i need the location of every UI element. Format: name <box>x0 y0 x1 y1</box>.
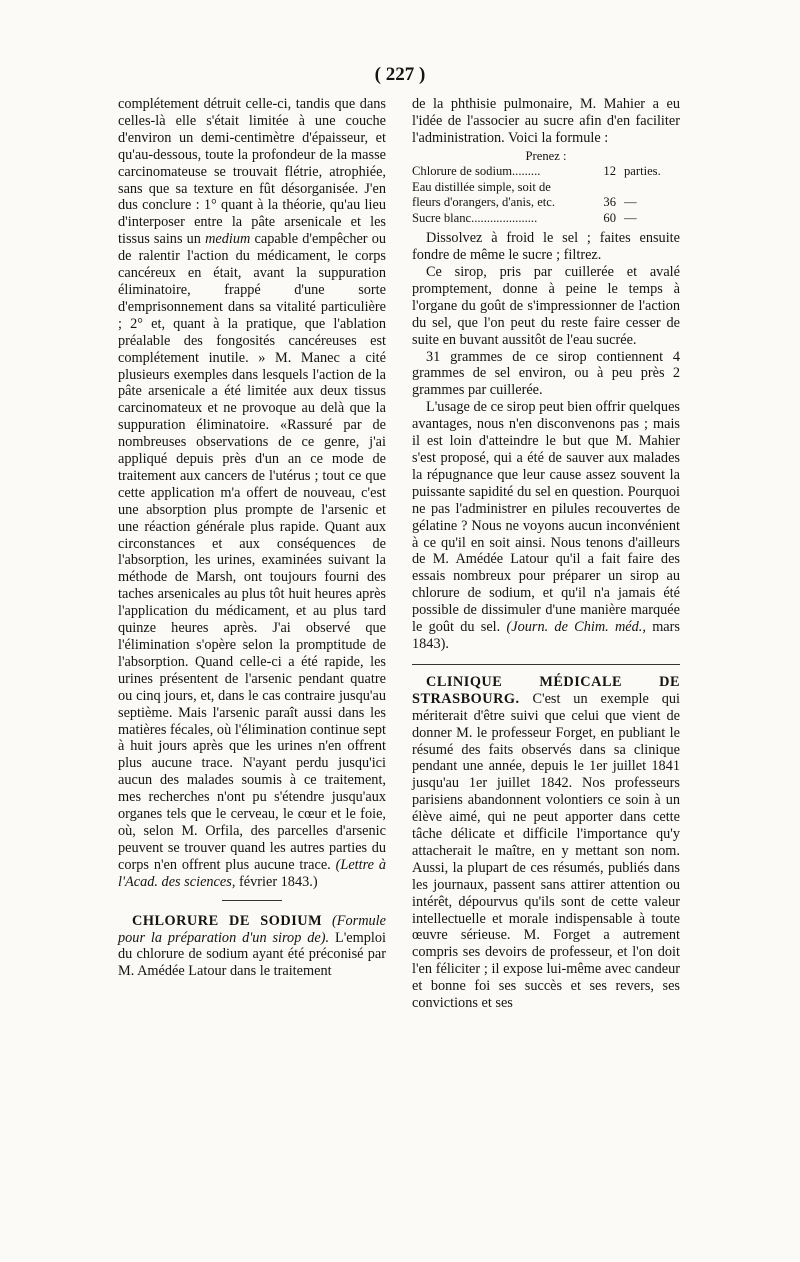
paragraph: de la phthisie pulmonaire, M. Mahier a eu l'idée de l'associer au sucre afin d'en faciliter l'administration. Voici la formule : <box>412 96 680 146</box>
formula-row: Eau distillée simple, soit de <box>412 179 551 194</box>
reference: (Journ. de Chim. méd., <box>506 619 646 636</box>
article-subtitle: (Formule pour la préparation d'un sirop de). <box>118 912 386 946</box>
article-chlorure: CHLORURE DE SODIUM (Formule pour la préparation d'un sirop de). L'emploi du chlorure de sodium ayant été préconisé par M. Amédée Latour dans le traitement <box>118 912 386 980</box>
formula-row: fleurs d'orangers, d'anis, etc. 36 — <box>412 195 637 210</box>
paragraph: Ce sirop, pris par cuillerée et avalé promptement, donne à peine le temps à l'organe du goût de s'impressionner de l'action du sel, que l'on peut du reste faire cesser de suite en buvant aussitôt de l'eau sucrée. <box>412 264 680 348</box>
paragraph: complétement détruit celle-ci, tandis que dans celles-là elle s'était limitée à une couche d'environ un demi-centimètre d'épaisseur, et qu'au-dessous, toute la profondeur de la masse carcinomateuse se trouvait flétrie, atrophiée, sans que sa texture en fût désorganisée. J'en dus conclure : 1° quant à la théorie, qu'au lieu d'interposer entre la pâte arsenicale et les tissus sains un medium capable d'empêcher ou de ralentir l'action du médicament, le corps cancéreux en était, avant la suppuration éliminatoire, frappé d'une sorte d'emprisonnement dans sa vitalité particulière ; 2° et, quant à la pratique, que l'ablation préalable des fongosités cancéreuses est complétement inutile. » M. Manec a cité plusieurs exemples dans lesquels l'action de la pâte arsenicale a été limitée aux deux tissus carcinomateux et ne provoque au delà que la suppuration éliminatoire. «Rassuré par de nombreuses observations de ce genre, j'ai appliqué depuis près d'un an ce mode de traitement aux cancers de l'utérus ; tout ce que cette application m'a offert de nouveau, c'est une absorption plus prompte de l'arsenic et une réaction générale plus rapide. Quant aux circonstances et aux conséquences de l'absorption, les urines, examinées suivant la méthode de Marsh, ont toujours fourni des taches arsenicales au plus tôt huit heures après l'application du médicament, et au plus tard quinze heures après. J'ai observé que l'élimination s'opère selon la promptitude de l'absorption. Quand celle-ci a été rapide, les urines présentent de l'arsenic pendant quatre ou cinq jours, et, dans le cas contraire jusqu'au septième. Mais l'arsenic paraît aussi dans les matières fécales, où l'élimination continue sept à huit jours après que les urines n'en offrent plus aucune trace. N'ayant perdu jusqu'ici aucun des malades soumis à ce traitement, mes recherches n'ont pu s'étendre jusqu'aux organes tels que le cerveau, le cœur et le foie, où, selon M. Orfila, des parcelles d'arsenic peuvent se trouver quand les autres parties du corps n'en offrent plus aucune trace. (Lettre à l'Acad. des sciences, février 1843.) <box>118 96 387 890</box>
paragraph: 31 grammes de ce sirop contiennent 4 grammes de sel environ, ou à peu près 2 grammes par cuillerée. <box>412 348 680 399</box>
formula-intro: Prenez : <box>525 148 567 163</box>
left-column <box>118 96 386 980</box>
formula-row: Sucre blanc..................... 60 — <box>412 210 637 225</box>
paragraph: L'usage de ce sirop peut bien offrir quelques avantages, nous n'en disconvenons pas ; mais il est loin d'atteindre le but que M. Mahier s'est proposé, qui a été de sauver aux malades la répugnance que leur cause assez souvent la puissante sapidité du sel en question. Pourquoi ne pas l'administrer en pilules recouvertes de gélatine ? Nous ne voyons aucun inconvénient à ce qu'il en soit ainsi. Nous tenons d'ailleurs de M. Amédée Latour qu'il a fait faire des essais nombreux pour préparer un sirop au chlorure de sodium, et qu'il n'a jamais été possible de dissimuler d'une manière marquée le goût du sel. (Journ. de Chim. méd., mars 1843). <box>412 399 680 652</box>
right-column <box>412 96 680 1012</box>
article-clinique: CLINIQUE MÉDICALE DE STRASBOURG. C'est un exemple qui mériterait d'être suivi que celui que vient de donner M. le professeur Forget, en publiant le résumé des faits observés dans sa clinique pendant une année, depuis le 1er juillet 1841 jusqu'au 1er juillet 1842. Nos professeurs parisiens abandonnent volontiers ce soin à un élève aimé, qui ne peut apporter dans cette tâche délicate et difficile l'importance qu'y attacherait le maître, en y mettant son nom. Aussi, la plupart de ces résumés, publiés dans les journaux, passent sans attirer attention ou intérêt, dépourvus qu'ils sont de cette valeur intellectuelle et morale indispensable à toute œuvre sérieuse. M. Forget a autrement compris ses devoirs de professeur, et l'on doit l'en féliciter ; il expose lui-même avec candeur et bonne foi ses succès et ses revers, ses convictions et ses <box>412 673 680 1012</box>
page-number: ( 227 ) <box>374 64 426 85</box>
italic-term: medium <box>205 231 251 248</box>
separator <box>412 664 680 665</box>
separator <box>222 900 282 901</box>
article-heading: CHLORURE DE SODIUM <box>132 912 323 929</box>
paragraph: Dissolvez à froid le sel ; faites ensuite fondre de même le sucre ; filtrez. <box>412 230 680 264</box>
article-heading: CLINIQUE MÉDICALE DE STRASBOURG. <box>412 673 680 707</box>
formula-row: Chlorure de sodium......... 12 parties. <box>412 164 661 179</box>
reference: (Lettre à l'Acad. des sciences, <box>118 856 387 890</box>
formula <box>412 149 680 227</box>
